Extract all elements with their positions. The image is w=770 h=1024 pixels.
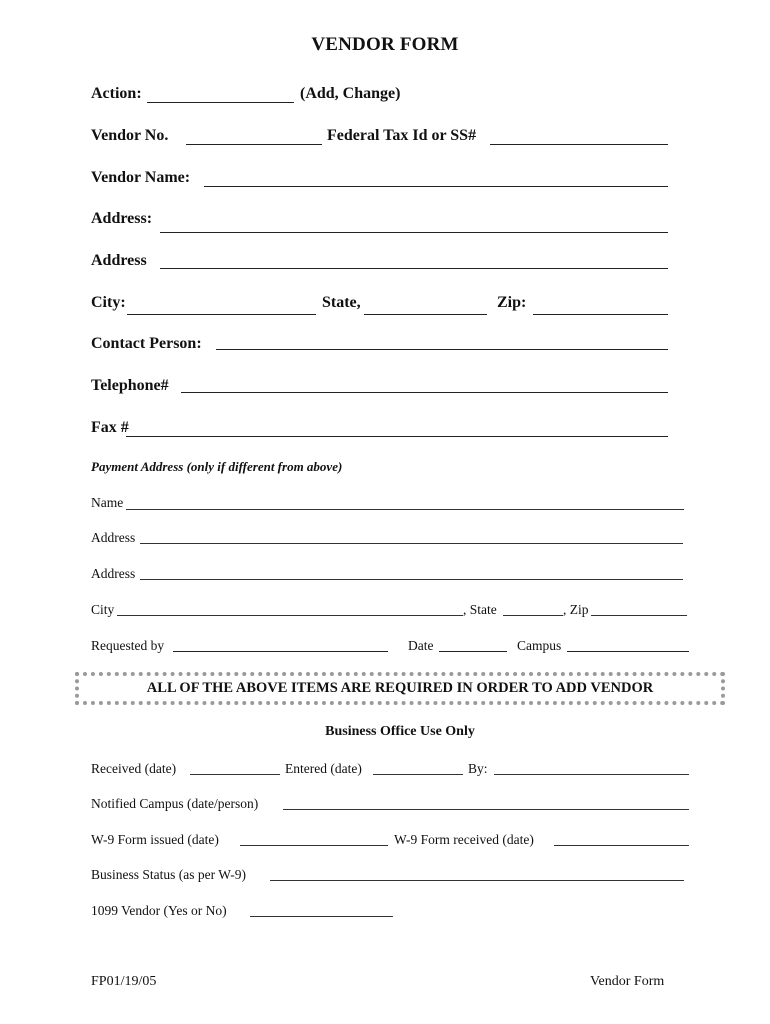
action-field[interactable]: [147, 102, 294, 103]
federal-tax-label: Federal Tax Id or SS#: [327, 127, 477, 144]
campus-field[interactable]: [567, 651, 689, 652]
business-office-heading: Business Office Use Only: [325, 724, 475, 739]
date-field[interactable]: [439, 651, 507, 652]
required-notice-text: ALL OF THE ABOVE ITEMS ARE REQUIRED IN ORDER TO ADD VENDOR: [146, 680, 654, 696]
w9-received-label: W-9 Form received (date): [394, 832, 534, 847]
business-status-label: Business Status (as per W-9): [91, 867, 246, 882]
payment-state-label: , State: [463, 602, 497, 617]
telephone-label: Telephone#: [91, 377, 169, 394]
zip-field[interactable]: [533, 314, 668, 315]
city-field[interactable]: [127, 314, 316, 315]
notified-campus-field[interactable]: [283, 809, 689, 810]
payment-city-field[interactable]: [117, 615, 463, 616]
action-hint: (Add, Change): [300, 85, 401, 102]
by-label: By:: [468, 761, 488, 776]
w9-issued-label: W-9 Form issued (date): [91, 832, 219, 847]
telephone-field[interactable]: [181, 392, 668, 393]
w9-received-field[interactable]: [554, 845, 689, 846]
state-label: State,: [322, 294, 361, 311]
payment-city-label: City: [91, 602, 115, 617]
payment-address-2-field[interactable]: [140, 579, 683, 580]
payment-state-field[interactable]: [503, 615, 563, 616]
requested-by-field[interactable]: [173, 651, 388, 652]
payment-name-label: Name: [91, 495, 124, 510]
vendor-no-label: Vendor No.: [91, 127, 169, 144]
payment-zip-field[interactable]: [591, 615, 687, 616]
footer-form-code: FP01/19/05: [91, 974, 157, 989]
federal-tax-field[interactable]: [490, 144, 668, 145]
city-label: City:: [91, 294, 126, 311]
form-title: VENDOR FORM: [311, 34, 459, 55]
vendor-1099-label: 1099 Vendor (Yes or No): [91, 903, 227, 918]
vendor-name-label: Vendor Name:: [91, 169, 191, 186]
payment-zip-label: , Zip: [563, 602, 589, 617]
contact-person-field[interactable]: [216, 349, 668, 350]
by-field[interactable]: [494, 774, 689, 775]
zip-label: Zip:: [497, 294, 527, 311]
fax-label: Fax #: [91, 419, 129, 436]
action-label: Action:: [91, 85, 142, 102]
payment-address-1-field[interactable]: [140, 543, 683, 544]
payment-address-1-label: Address: [91, 530, 136, 545]
payment-name-field[interactable]: [126, 509, 684, 510]
address-1-field[interactable]: [160, 232, 668, 233]
required-notice-banner: [75, 672, 725, 705]
address-1-label: Address:: [91, 210, 153, 227]
vendor-name-field[interactable]: [204, 186, 668, 187]
w9-issued-field[interactable]: [240, 845, 388, 846]
fax-field[interactable]: [126, 436, 668, 437]
business-status-field[interactable]: [270, 880, 684, 881]
received-date-label: Received (date): [91, 761, 177, 776]
address-2-field[interactable]: [160, 268, 668, 269]
contact-person-label: Contact Person:: [91, 335, 202, 352]
state-field[interactable]: [364, 314, 487, 315]
payment-address-heading: Payment Address (only if different from above): [91, 459, 343, 474]
requested-by-label: Requested by: [91, 638, 165, 653]
entered-date-field[interactable]: [373, 774, 463, 775]
vendor-1099-field[interactable]: [250, 916, 393, 917]
address-2-label: Address: [91, 252, 147, 269]
footer-form-name: Vendor Form: [590, 974, 665, 989]
entered-date-label: Entered (date): [285, 761, 362, 776]
notified-campus-label: Notified Campus (date/person): [91, 796, 259, 811]
campus-label: Campus: [517, 638, 562, 653]
received-date-field[interactable]: [190, 774, 280, 775]
payment-address-2-label: Address: [91, 566, 136, 581]
vendor-no-field[interactable]: [186, 144, 322, 145]
date-label: Date: [408, 638, 434, 653]
